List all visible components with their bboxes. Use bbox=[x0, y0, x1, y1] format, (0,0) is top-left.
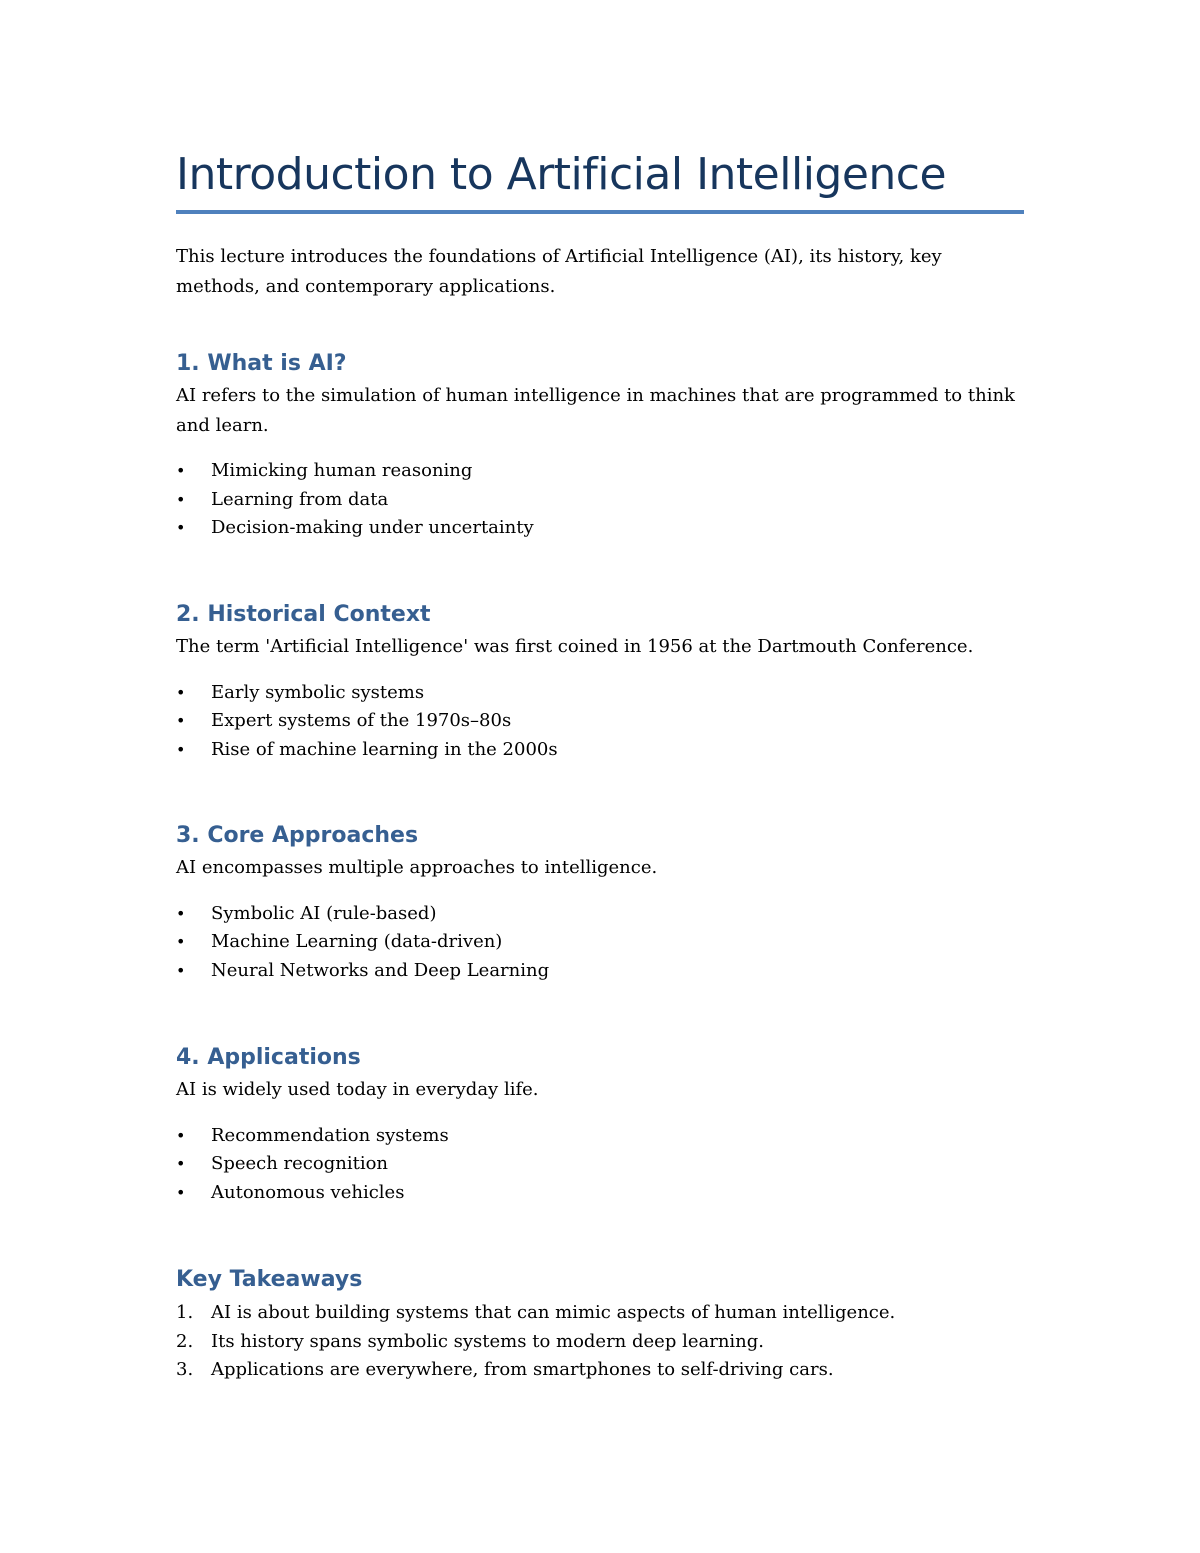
bullet-icon: • bbox=[176, 682, 186, 702]
list-item-text: Its history spans symbolic systems to modern deep learning. bbox=[211, 1330, 764, 1352]
bullet-icon: • bbox=[176, 960, 186, 980]
list-number: 1. bbox=[176, 1302, 194, 1323]
bullet-icon: • bbox=[176, 518, 186, 538]
bullet-icon: • bbox=[176, 711, 186, 731]
list-item-text: Autonomous vehicles bbox=[211, 1181, 405, 1203]
section-what-is-ai bbox=[176, 349, 1024, 543]
bullet-icon: • bbox=[176, 903, 186, 923]
list-item bbox=[176, 900, 1024, 929]
section-heading: 2. Historical Context bbox=[176, 602, 431, 627]
list-number: 2. bbox=[176, 1330, 194, 1352]
list-item bbox=[176, 1150, 1024, 1179]
list-item-text: Rise of machine learning in the 2000s bbox=[211, 738, 558, 760]
bullet-icon: • bbox=[176, 461, 186, 480]
list-item bbox=[176, 679, 1024, 708]
section-historical-context bbox=[176, 600, 1024, 765]
list-item bbox=[176, 736, 1024, 765]
intro-paragraph: This lecture introduces the foundations of Artificial Intelligence (AI), its history, key methods, and contemporary applications. bbox=[176, 246, 942, 297]
list-item-text: Speech recognition bbox=[211, 1153, 389, 1175]
list-item-text: Neural Networks and Deep Learning bbox=[211, 959, 550, 981]
list-item-text: Machine Learning (data-driven) bbox=[211, 931, 503, 953]
section-paragraph: The term 'Artificial Intelligence' was first coined in 1956 at the Dartmouth Conference. bbox=[176, 636, 974, 657]
list-item bbox=[176, 1356, 1024, 1385]
list-item-text: Mimicking human reasoning bbox=[211, 460, 473, 481]
document-title: Introduction to Artificial Intelligence bbox=[176, 149, 947, 200]
list-item-text: AI is about building systems that can mimic aspects of human intelligence. bbox=[211, 1302, 896, 1323]
list-item-text: Symbolic AI (rule-based) bbox=[211, 902, 437, 924]
list-item bbox=[176, 1179, 1024, 1208]
list-item bbox=[176, 957, 1024, 986]
section-key-takeaways bbox=[176, 1265, 1024, 1385]
list-number: 3. bbox=[176, 1359, 194, 1381]
section-heading: 1. What is AI? bbox=[176, 351, 347, 376]
bullet-icon: • bbox=[176, 932, 186, 952]
list-item-text: Early symbolic systems bbox=[211, 681, 425, 703]
bullet-list bbox=[176, 1122, 1024, 1208]
numbered-list bbox=[176, 1299, 1024, 1385]
list-item bbox=[176, 457, 1024, 486]
list-item bbox=[176, 1328, 1024, 1357]
section-paragraph: AI refers to the simulation of human intelligence in machines that are programmed to think and learn. bbox=[176, 385, 1015, 436]
list-item bbox=[176, 1122, 1024, 1151]
bullet-icon: • bbox=[176, 489, 186, 509]
section-core-approaches bbox=[176, 821, 1024, 986]
bullet-list bbox=[176, 900, 1024, 986]
title-underline-rule bbox=[176, 210, 1024, 214]
bullet-icon: • bbox=[176, 739, 186, 759]
bullet-icon: • bbox=[176, 1125, 186, 1145]
list-item bbox=[176, 514, 1024, 543]
list-item bbox=[176, 1299, 1024, 1328]
list-item bbox=[176, 707, 1024, 736]
section-paragraph: AI encompasses multiple approaches to intelligence. bbox=[176, 857, 658, 878]
list-item bbox=[176, 486, 1024, 515]
list-item-text: Learning from data bbox=[211, 488, 389, 510]
bullet-list bbox=[176, 679, 1024, 765]
bullet-icon: • bbox=[176, 1154, 186, 1174]
bullet-icon: • bbox=[176, 1182, 186, 1202]
section-heading: Key Takeaways bbox=[176, 1267, 363, 1292]
section-heading: 3. Core Approaches bbox=[176, 823, 419, 848]
list-item-text: Recommendation systems bbox=[211, 1124, 449, 1146]
section-applications bbox=[176, 1043, 1024, 1208]
list-item-text: Expert systems of the 1970s–80s bbox=[211, 710, 512, 732]
list-item bbox=[176, 928, 1024, 957]
bullet-list bbox=[176, 457, 1024, 543]
list-item-text: Applications are everywhere, from smartphones to self-driving cars. bbox=[211, 1359, 834, 1381]
section-heading: 4. Applications bbox=[176, 1045, 361, 1070]
list-item-text: Decision-making under uncertainty bbox=[211, 517, 534, 539]
section-paragraph: AI is widely used today in everyday life. bbox=[176, 1079, 539, 1100]
